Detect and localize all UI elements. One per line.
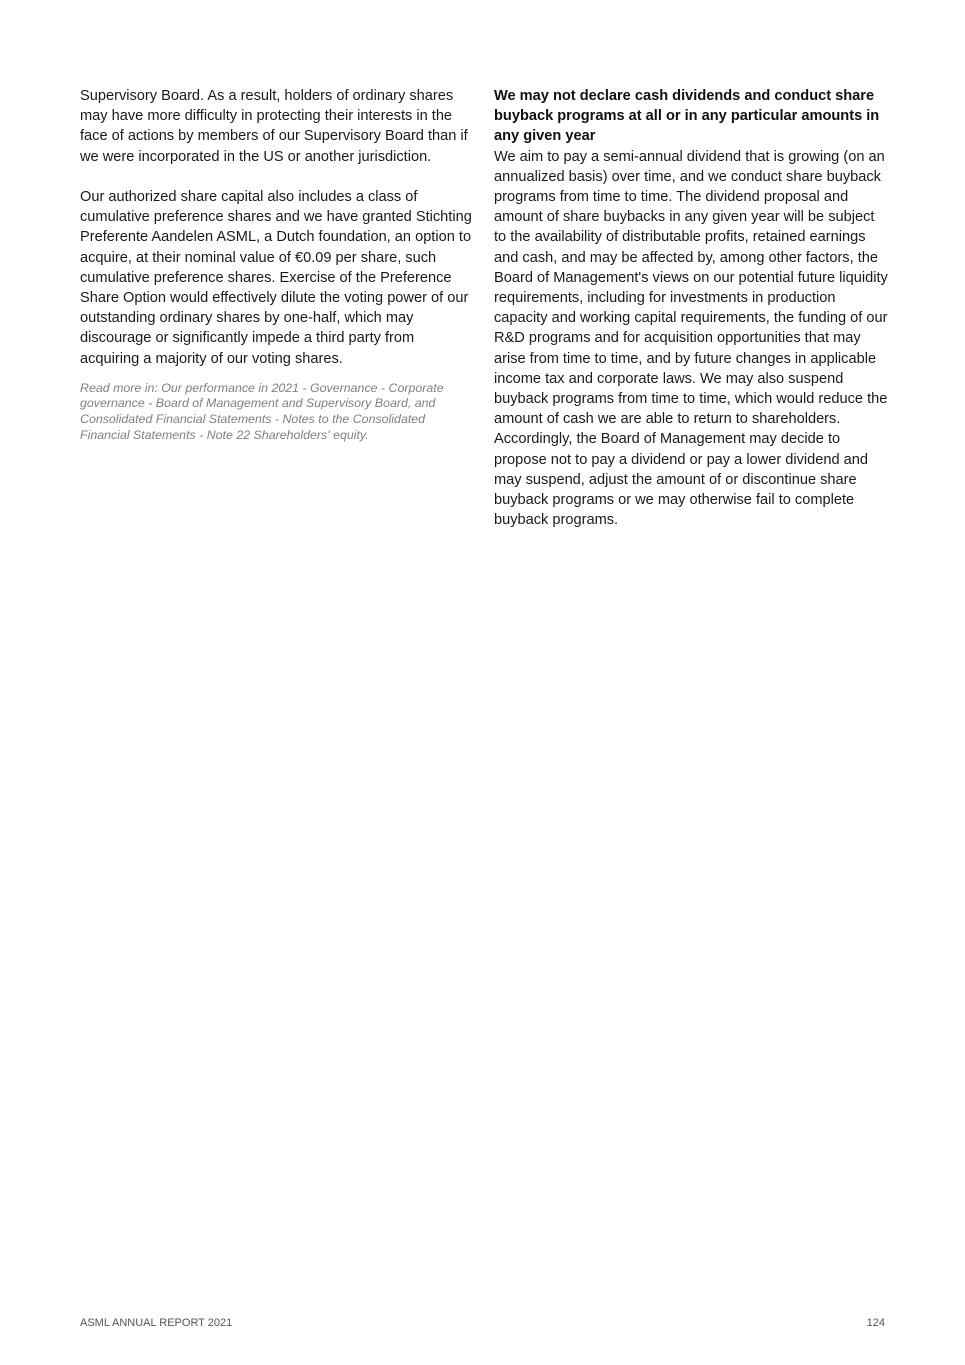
footer-page-number: 124	[866, 1317, 885, 1329]
paragraph-dividends: We aim to pay a semi-annual dividend that is growing (on an annualized basis) over time, and we conduct share buyback programs from time to time. The dividend proposal and amount of share buybacks in any given year will be subject to the availability of distributable profits, retained earnings and cash, and may be affected by, among other factors, the Board of Management's views on our potential future liquidity requirements, including for investments in production capacity and working capital requirements, the funding of our R&D programs and for acquisition opportunities that may arise from time to time, and by future changes in applicable income tax and corporate laws. We may also suspend buyback programs from time to time, which would reduce the amount of cash we are able to return to shareholders. Accordingly, the Board of Management may decide to propose not to pay a dividend or pay a lower dividend and may suspend, adjust the amount of or discontinue share buyback programs or we may otherwise fail to complete buyback programs.	[494, 148, 888, 529]
paragraph-supervisory-board: Supervisory Board. As a result, holders of ordinary shares may have more difficulty in protecting their interests in the face of actions by members of our Supervisory Board than if we were incorporated in the US or another jurisdiction.	[80, 88, 468, 165]
right-column	[494, 86, 888, 530]
left-column	[80, 86, 474, 443]
paragraph-preference-shares: Our authorized share capital also includes a class of cumulative preference shares and we have granted Stichting Preferente Aandelen ASML, a Dutch foundation, an option to acquire, at their nominal value of €0.09 per share, such cumulative preference shares. Exercise of the Preference Share Option would effectively dilute the voting power of our outstanding ordinary shares by one-half, which may discourage or significantly impede a third party from acquiring a majority of our voting shares.	[80, 189, 472, 367]
read-more-reference: Read more in: Our performance in 2021 - Governance - Corporate governance - Board of Management and Supervisory Board, and Consolidated Financial Statements - Notes to the Consolidated Financial Statements - Note 22 Shareholders' equity.	[80, 380, 444, 442]
footer-report-title: ASML ANNUAL REPORT 2021	[80, 1317, 233, 1329]
section-heading-dividends: We may not declare cash dividends and conduct share buyback programs at all or in any particular amounts in any given year	[494, 88, 880, 145]
